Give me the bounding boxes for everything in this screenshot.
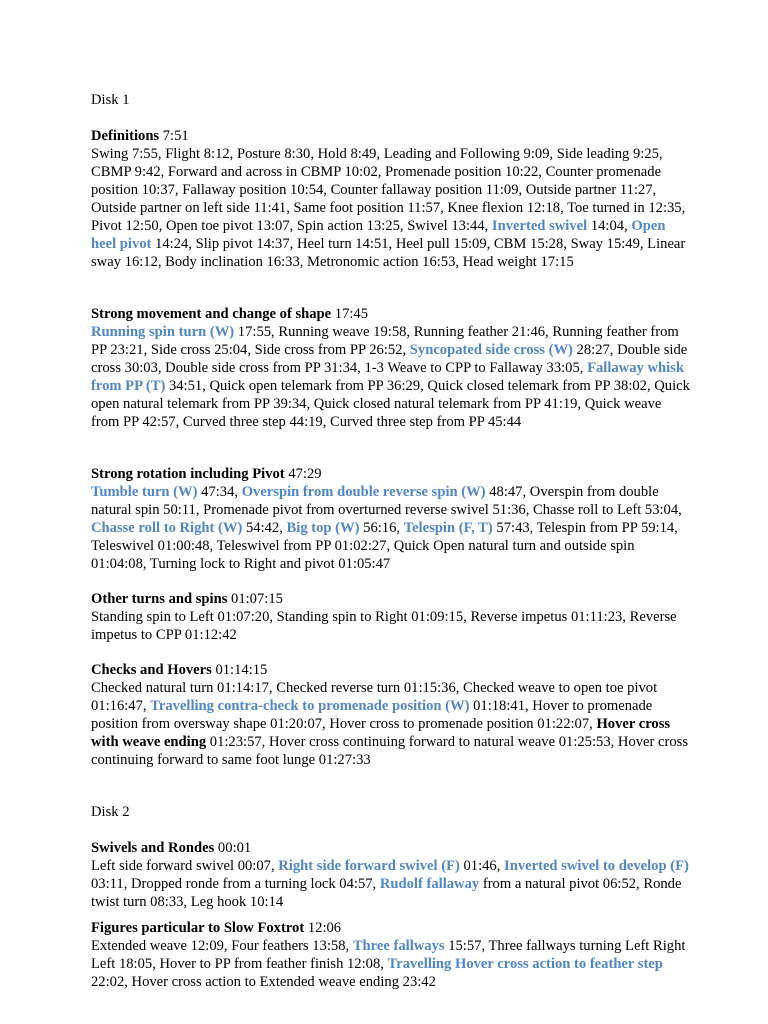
highlighted-figure: Telespin (F, T): [403, 520, 493, 536]
figure-list-text: 57:43, Telespin from PP 59:14, Teleswivel 01:00:48, Teleswivel from PP 01:02:27, Quick Open natural turn and outside spin 01:04:08, Turning lock to Right and pivot 01:05:47: [91, 520, 678, 572]
disk-1-label: Disk 1: [91, 92, 130, 108]
section-strong-movement: [91, 305, 691, 431]
highlighted-figure: Right side forward swivel (F): [278, 858, 460, 874]
figure-list-text: 56:16,: [359, 520, 404, 536]
figure-list-text: 34:51, Quick open telemark from PP 36:29, Quick closed telemark from PP 38:02, Quick open natural telemark from PP 39:34, Quick closed natural telemark from PP 41:19, Quick weave from PP 42:57, Curved three step 44:19, Curved three step from PP 45:44: [91, 378, 690, 430]
section-time: 47:29: [284, 466, 322, 482]
figure-list-text: 03:11, Dropped ronde from a turning lock 04:57,: [91, 876, 380, 892]
figure-list-text: from a natural pivot 06:52, Ronde twist turn 08:33, Leg hook 10:14: [91, 876, 682, 910]
section-time: 00:01: [214, 840, 252, 856]
figure-list-text: Checked natural turn 01:14:17, Checked reverse turn 01:15:36, Checked weave to open toe pivot 01:16:47,: [91, 680, 658, 714]
highlighted-figure: Travelling Hover cross action to feather step: [387, 956, 663, 972]
figure-list-text: 15:57, Three fallways turning Left Right Left 18:05, Hover to PP from feather finish 12:08,: [91, 938, 686, 972]
section-heading: Other turns and spins: [91, 591, 228, 607]
highlighted-figure: Inverted swivel to develop (F): [504, 858, 689, 874]
section-checks-hovers: [91, 661, 691, 769]
highlighted-figure: Running spin turn (W): [91, 324, 235, 340]
section-time: 17:45: [331, 306, 369, 322]
section-slow-foxtrot: [91, 919, 691, 991]
highlighted-figure: Three fallways: [352, 938, 445, 954]
section-time: 01:14:15: [211, 662, 268, 678]
section-body: [91, 483, 691, 573]
figure-list-text: 22:02, Hover cross action to Extended weave ending 23:42: [91, 974, 436, 990]
section-body: [91, 857, 691, 911]
section-time: 12:06: [304, 920, 342, 936]
section-body: [91, 679, 691, 769]
figure-list-text: 17:55, Running weave 19:58, Running feather 21:46, Running feather from PP 23:21, Side cross 25:04, Side cross from PP 26:52,: [91, 324, 679, 358]
section-time: 01:07:15: [227, 591, 283, 607]
section-heading: Strong rotation including Pivot: [91, 466, 285, 482]
section-heading: Strong movement and change of shape: [91, 306, 332, 322]
section-heading: Definitions: [91, 128, 160, 144]
section-body: [91, 608, 691, 644]
figure-list-text: 14:24, Slip pivot 14:37, Heel turn 14:51, Heel pull 15:09, CBM 15:28, Sway 15:49, Linear sway 16:12, Body inclination 16:33, Metronomic action 16:53, Head weight 17:15: [91, 236, 686, 270]
section-time: 7:51: [159, 128, 189, 144]
highlighted-figure: Syncopated side cross (W): [409, 342, 573, 358]
section-definitions: [91, 127, 691, 271]
figure-list-text: 47:34,: [197, 484, 242, 500]
figure-list-text: 14:04,: [587, 218, 632, 234]
figure-list-text: 01:18:41, Hover to promenade position from oversway shape 01:20:07, Hover cross to promenade position 01:22:07,: [91, 698, 653, 732]
figure-list-text: 54:42,: [242, 520, 287, 536]
bold-figure: Hover cross with weave ending: [91, 716, 671, 750]
highlighted-figure: Travelling contra-check to promenade position (W): [150, 698, 470, 714]
section-body: [91, 323, 691, 431]
section-body: [91, 145, 691, 271]
highlighted-figure: Open heel pivot: [91, 218, 666, 252]
highlighted-figure: Rudolf fallaway: [379, 876, 480, 892]
highlighted-figure: Chasse roll to Right (W): [91, 520, 243, 536]
figure-list-text: 28:27, Double side cross 30:03, Double side cross from PP 31:34, 1-3 Weave to CPP to Fallaway 33:05,: [91, 342, 688, 376]
figure-list-text: 48:47, Overspin from double natural spin 50:11, Promenade pivot from overturned reverse swivel 51:36, Chasse roll to Left 53:04,: [91, 484, 682, 518]
disk-2-label: Disk 2: [91, 804, 130, 820]
section-strong-rotation: [91, 465, 691, 573]
figure-list-text: Extended weave 12:09, Four feathers 13:58,: [91, 938, 353, 954]
figure-list-text: Standing spin to Left 01:07:20, Standing spin to Right 01:09:15, Reverse impetus 01:11:23, Reverse impetus to CPP 01:12:42: [91, 609, 677, 643]
section-other-turns: [91, 590, 691, 644]
section-heading: Figures particular to Slow Foxtrot: [91, 920, 305, 936]
highlighted-figure: Overspin from double reverse spin (W): [241, 484, 486, 500]
highlighted-figure: Big top (W): [286, 520, 360, 536]
figure-list-text: 01:23:57, Hover cross continuing forward to natural weave 01:25:53, Hover cross continuing forward to same foot lunge 01:27:33: [91, 734, 689, 768]
figure-list-text: Swing 7:55, Flight 8:12, Posture 8:30, Hold 8:49, Leading and Following 9:09, Side leading 9:25, CBMP 9:42, Forward and across in CBMP 10:02, Promenade position 10:22, Counter promenade position 10:37, Fallaway position 10:54, Counter fallaway position 11:09, Outside partner 11:27, Outside partner on left side 11:41, Same foot position 11:57, Knee flexion 12:18, Toe turned in 12:35, Pivot 12:50, Open toe pivot 13:07, Spin action 13:25, Swivel 13:44,: [91, 146, 686, 234]
section-heading: Checks and Hovers: [91, 662, 212, 678]
section-heading: Swivels and Rondes: [91, 840, 215, 856]
section-swivels-rondes: [91, 839, 691, 911]
figure-list-text: 01:46,: [459, 858, 505, 874]
figure-list-text: Left side forward swivel 00:07,: [91, 858, 279, 874]
highlighted-figure: Fallaway whisk from PP (T): [91, 360, 684, 394]
highlighted-figure: Inverted swivel: [491, 218, 588, 234]
section-body: [91, 937, 691, 991]
highlighted-figure: Tumble turn (W): [91, 484, 198, 500]
